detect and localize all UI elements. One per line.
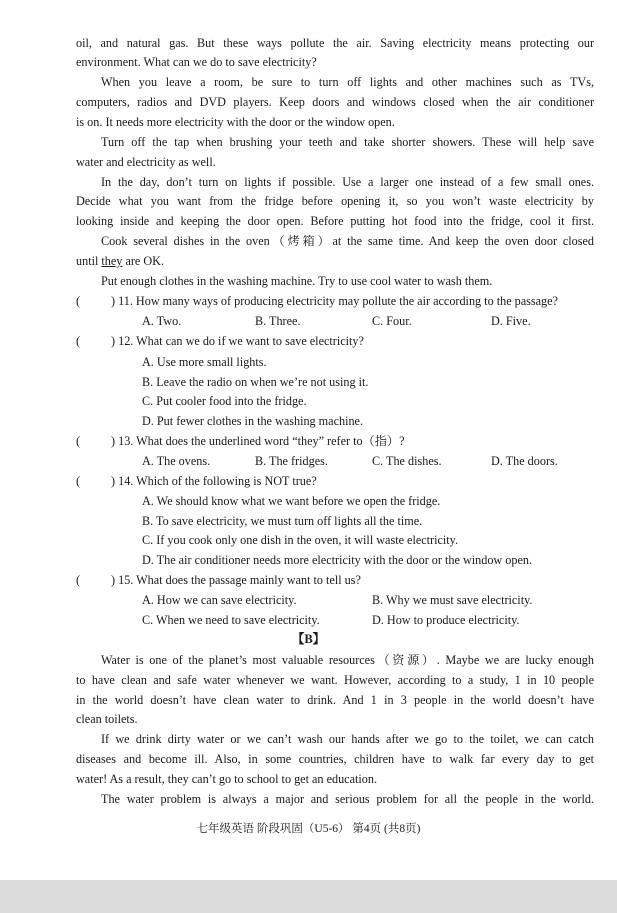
option: B. Leave the radio on when we’re not using it. xyxy=(142,375,369,389)
option: D. How to produce electricity. xyxy=(372,613,520,627)
option: D. The doors. xyxy=(491,454,558,468)
option: B. To save electricity, we must turn off lights all the time. xyxy=(142,514,423,528)
question-stem: ) 15. What does the passage mainly want to tell us? xyxy=(111,573,361,587)
option: D. Put fewer clothes in the washing machine. xyxy=(142,414,364,428)
option: D. The air conditioner needs more electricity with the door or the window open. xyxy=(142,553,532,567)
option: D. Five. xyxy=(491,314,531,328)
answer-bracket[interactable]: ( xyxy=(76,474,81,488)
passage-line: Put enough clothes in the washing machine. Try to use cool water to wash them. xyxy=(101,274,493,288)
passage-line: Water is one of the planet’s most valuable resources（资源）. Maybe we are lucky enough xyxy=(101,653,594,667)
question-stem: ) 14. Which of the following is NOT true? xyxy=(111,474,317,488)
question-stem: ) 11. How many ways of producing electricity may pollute the air according to the passage? xyxy=(111,294,558,308)
question-stem: ) 13. What does the underlined word “they” refer to（指）? xyxy=(111,434,405,448)
passage-line: Decide what you want from the fridge before opening it, so you won’t waste electricity by xyxy=(76,194,594,208)
passage-line: oil, and natural gas. But these ways pollute the air. Saving electricity means protecting our xyxy=(76,36,594,50)
passage-line: When you leave a room, be sure to turn off lights and other machines such as TVs, xyxy=(101,75,594,89)
passage-line: water! As a result, they can’t go to school to get an education. xyxy=(76,772,377,786)
option: A. The ovens. xyxy=(142,454,211,468)
passage-line: is on. It needs more electricity with the door or the window open. xyxy=(76,115,395,129)
option: B. Why we must save electricity. xyxy=(372,593,533,607)
option: C. If you cook only one dish in the oven, it will waste electricity. xyxy=(142,533,459,547)
option: A. How we can save electricity. xyxy=(142,593,297,607)
option: A. We should know what we want before we open the fridge. xyxy=(142,494,441,508)
option: C. Put cooler food into the fridge. xyxy=(142,394,307,408)
passage-line: clean toilets. xyxy=(76,712,138,726)
answer-bracket[interactable]: ( xyxy=(76,334,81,348)
section-title: 【B】 xyxy=(291,632,326,646)
viewer-bottom-bar xyxy=(0,880,617,913)
passage-line: Cook several dishes in the oven（烤箱）at the same time. And keep the oven door closed xyxy=(101,234,594,248)
option: C. The dishes. xyxy=(372,454,442,468)
question-stem: ) 12. What can we do if we want to save electricity? xyxy=(111,334,364,348)
answer-bracket[interactable]: ( xyxy=(76,294,81,308)
passage-line: looking inside and keeping the door open. Before putting hot food into the fridge, cool it first. xyxy=(76,214,594,228)
page-footer: 七年级英语 阶段巩固（U5-6） 第4页 (共8页) xyxy=(196,823,421,835)
option: C. Four. xyxy=(372,314,412,328)
text-span: until xyxy=(76,254,102,268)
passage-line: In the day, don’t turn on lights if possible. Use a larger one instead of a few small ones. xyxy=(101,175,594,189)
passage-line: computers, radios and DVD players. Keep doors and windows closed when the air conditioner xyxy=(76,95,594,109)
passage-line xyxy=(76,253,164,269)
passage-line: Turn off the tap when brushing your teeth and take shorter showers. These will help save xyxy=(101,135,594,149)
passage-line: to have clean and safe water whenever we want. However, according to a study, 1 in 10 people xyxy=(76,673,594,687)
option: B. The fridges. xyxy=(255,454,328,468)
text-span: are OK. xyxy=(122,254,165,268)
underlined-word: they xyxy=(101,254,123,268)
option: A. Two. xyxy=(142,314,182,328)
passage-line: environment. What can we do to save electricity? xyxy=(76,55,317,69)
option: A. Use more small lights. xyxy=(142,355,267,369)
passage-line: If we drink dirty water or we can’t wash our hands after we go to the toilet, we can catch xyxy=(101,732,594,746)
option: C. When we need to save electricity. xyxy=(142,613,320,627)
passage-line: water and electricity as well. xyxy=(76,155,216,169)
passage-line: The water problem is always a major and serious problem for all the people in the world. xyxy=(101,792,594,806)
answer-bracket[interactable]: ( xyxy=(76,573,81,587)
option: B. Three. xyxy=(255,314,301,328)
passage-line: diseases and become ill. Also, in some countries, children have to walk far every day to get xyxy=(76,752,594,766)
answer-bracket[interactable]: ( xyxy=(76,434,81,448)
passage-line: in the world doesn’t have clean water to drink. And 1 in 3 people in the world doesn’t have xyxy=(76,693,594,707)
